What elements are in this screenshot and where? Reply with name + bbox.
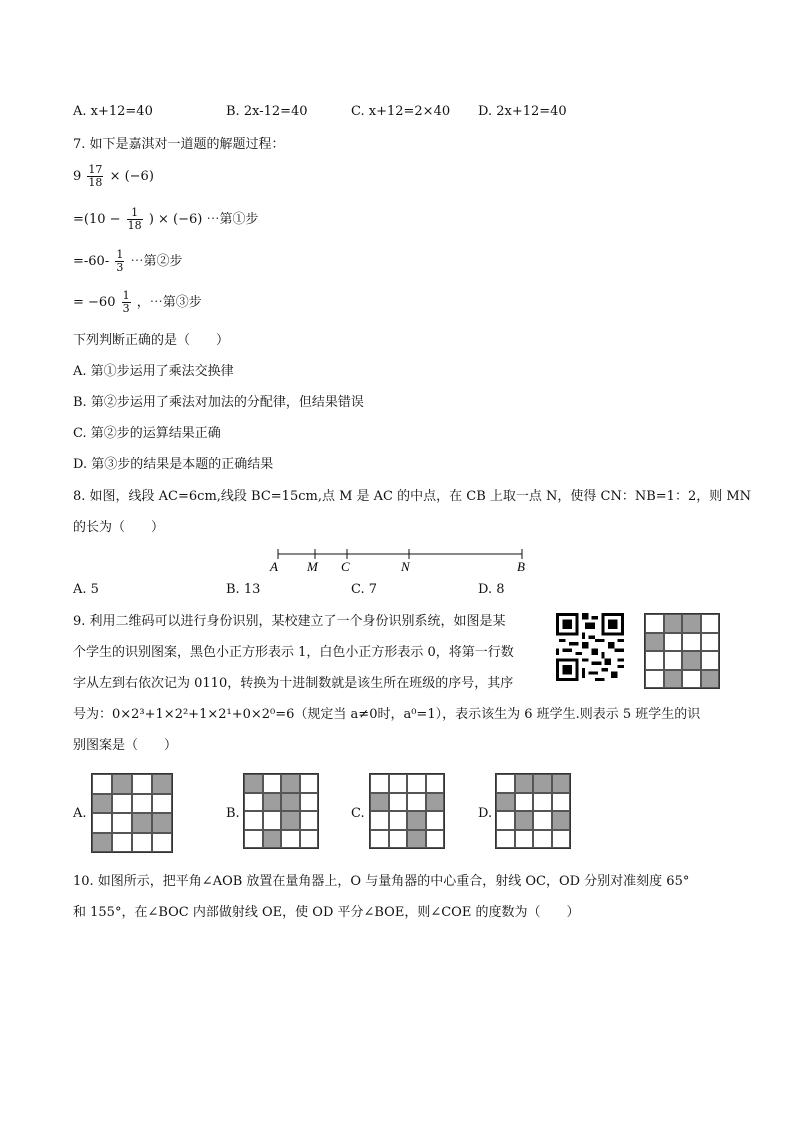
pattern-cell [407,774,426,793]
pattern-cell [300,793,319,812]
pattern-cell [132,794,152,814]
pattern-cell [664,633,683,652]
pattern-cell [112,794,132,814]
q10-line-1: 10. 如图所示，把平角∠AOB 放置在量角器上，O 与量角器的中心重合，射线 OC，OD 分别对准刻度 65° [73,874,690,889]
q6-option-a: A. x+12=40 [73,104,153,119]
example-id-pattern [644,613,720,689]
pattern-cell [533,774,552,793]
q7-line4-tail: ，⋯第③步 [136,295,202,310]
q7-fraction-2 [127,207,143,232]
point-label-m: M [307,559,318,574]
pattern-cell [152,833,172,853]
numerator: 17 [88,163,103,176]
pattern-cell [496,830,515,849]
pattern-cell [132,813,152,833]
pattern-cell [112,833,132,853]
q7-option-d: D. 第③步的结果是本题的正确结果 [73,457,274,472]
q7-expression-line-1 [73,162,154,192]
pattern-cell [426,774,445,793]
pattern-cell [701,633,720,652]
pattern-cell [426,811,445,830]
q7-option-c: C. 第②步的运算结果正确 [73,426,221,441]
pattern-cell [92,813,112,833]
pattern-cell [263,811,282,830]
pattern-cell [682,614,701,633]
denominator: 18 [127,219,142,232]
q7-fraction-4 [122,290,131,315]
pattern-cell [664,651,683,670]
numerator: 1 [116,248,124,261]
pattern-cell [407,811,426,830]
pattern-cell [281,811,300,830]
pattern-cell [263,774,282,793]
denominator: 3 [116,261,124,274]
q8-option-b: B. 13 [226,582,261,597]
pattern-cell [244,811,263,830]
pattern-cell [682,651,701,670]
pattern-cell [281,793,300,812]
pattern-cell [645,651,664,670]
q9-line-5: 别图案是（ ） [73,738,178,753]
point-label-b: B [517,559,525,574]
q9-option-a-pattern [91,773,173,853]
q6-option-d: D. 2x+12=40 [478,104,567,119]
pattern-cell [533,830,552,849]
pattern-cell [496,793,515,812]
pattern-cell [701,614,720,633]
pattern-cell [132,774,152,794]
pattern-cell [300,830,319,849]
q7-question: 下列判断正确的是（ ） [73,333,230,348]
q10-line-2: 和 155°，在∠BOC 内部做射线 OE，使 OD 平分∠BOE，则∠COE 的度数为（ ） [73,905,580,920]
numerator: 1 [122,289,130,302]
q8-option-a: A. 5 [73,582,99,597]
q7-expression-line-3 [73,247,183,277]
pattern-cell [515,793,534,812]
pattern-cell [515,830,534,849]
q7-fraction-1 [87,164,103,189]
point-label-n: N [401,559,410,574]
q7-line1-tail: × (−6) [109,169,154,184]
pattern-cell [552,830,571,849]
pattern-cell [496,811,515,830]
q7-mixed-whole: 9 [73,169,82,184]
pattern-cell [515,811,534,830]
pattern-cell [370,811,389,830]
q6-option-c: C. x+12=2×40 [351,104,451,119]
pattern-cell [533,811,552,830]
pattern-cell [682,633,701,652]
pattern-cell [92,833,112,853]
q8-stem-line-1: 8. 如图，线段 AC=6cm,线段 BC=15cm,点 M 是 AC 的中点，在 CB 上取一点 N，使得 CN：NB=1：2，则 MN [73,489,752,504]
pattern-cell [645,614,664,633]
pattern-cell [300,811,319,830]
pattern-cell [300,774,319,793]
q7-option-b: B. 第②步运用了乘法对加法的分配律，但结果错误 [73,395,364,410]
pattern-cell [664,614,683,633]
pattern-cell [515,774,534,793]
numerator: 1 [127,207,143,220]
q8-stem-line-2: 的长为（ ） [73,520,165,535]
q9-option-d-pattern [495,773,571,849]
q7-line4-head: = −60 [73,295,116,310]
pattern-cell [552,774,571,793]
pattern-cell [407,830,426,849]
pattern-cell [112,813,132,833]
point-label-c: C [341,559,350,574]
pattern-cell [112,774,132,794]
q9-option-b-label: B. [226,806,240,821]
point-label-a: A [270,559,278,574]
q7-option-a: A. 第①步运用了乘法交换律 [73,364,234,379]
pattern-cell [370,793,389,812]
pattern-cell [664,670,683,689]
pattern-cell [244,774,263,793]
pattern-cell [682,670,701,689]
q7-fraction-3 [115,249,124,274]
qr-code-icon [556,612,624,682]
pattern-cell [132,833,152,853]
q7-line3-head: =-60- [73,254,110,269]
segment-diagram [268,544,532,574]
q8-option-d: D. 8 [478,582,505,597]
q7-expression-line-2 [73,205,258,235]
pattern-cell [645,670,664,689]
q7-line3-tail: ⋯第②步 [130,254,183,269]
pattern-cell [645,633,664,652]
q9-line-4: 号为：0×2³+1×2²+1×2¹+0×2⁰=6（规定当 a≠0时，a⁰=1），表示该生为 6 班学生.则表示 5 班学生的识 [73,707,701,722]
pattern-cell [263,830,282,849]
pattern-cell [389,774,408,793]
q9-option-c-label: C. [351,806,365,821]
pattern-cell [407,793,426,812]
pattern-cell [389,811,408,830]
pattern-cell [244,830,263,849]
q9-option-d-label: D. [478,806,493,821]
pattern-cell [152,774,172,794]
pattern-cell [281,830,300,849]
pattern-cell [152,794,172,814]
pattern-cell [370,774,389,793]
q6-option-b: B. 2x-12=40 [226,104,308,119]
pattern-cell [533,793,552,812]
pattern-cell [552,811,571,830]
q9-option-b-pattern [243,773,319,849]
pattern-cell [389,793,408,812]
pattern-cell [552,793,571,812]
pattern-cell [92,794,112,814]
q9-line-2: 个学生的识别图案，黑色小正方形表示 1，白色小正方形表示 0，将第一行数 [73,645,514,660]
pattern-cell [701,670,720,689]
q9-line-3: 字从左到右依次记为 0110，转换为十进制数就是该生所在班级的序号，其序 [73,676,514,691]
q7-line2-tail: ) × (−6) ⋯第①步 [148,212,259,227]
q9-option-c-pattern [369,773,445,849]
pattern-cell [244,793,263,812]
q8-option-c: C. 7 [351,582,378,597]
q9-line-1: 9. 利用二维码可以进行身份识别，某校建立了一个身份识别系统，如图是某 [73,614,506,629]
pattern-cell [370,830,389,849]
pattern-cell [426,830,445,849]
pattern-cell [92,774,112,794]
q7-expression-line-4 [73,288,202,318]
pattern-cell [263,793,282,812]
pattern-cell [281,774,300,793]
pattern-cell [389,830,408,849]
denominator: 3 [122,302,130,315]
q9-option-a-label: A. [73,806,87,821]
q7-line2-head: =(10 − [73,212,121,227]
q7-stem: 7. 如下是嘉淇对一道题的解题过程： [73,137,285,152]
pattern-cell [496,774,515,793]
pattern-cell [701,651,720,670]
denominator: 18 [88,176,103,189]
pattern-cell [152,813,172,833]
pattern-cell [426,793,445,812]
